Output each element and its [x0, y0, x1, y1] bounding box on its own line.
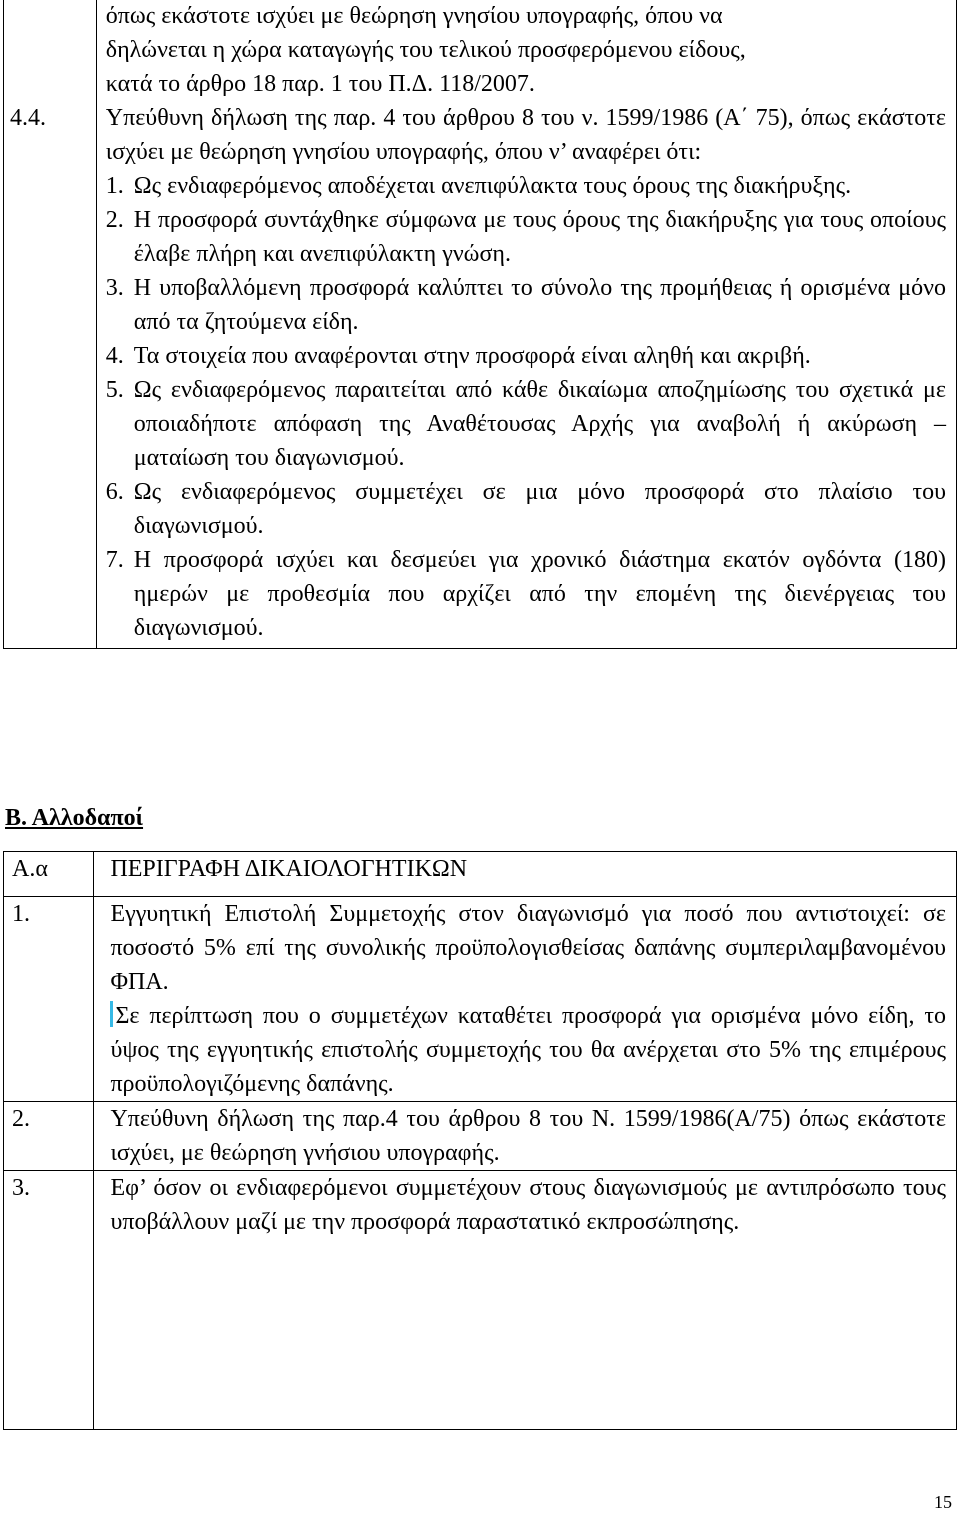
- continuation-line: όπως εκάστοτε ισχύει με θεώρηση γνησίου υπογραφής, όπου να: [105, 3, 723, 29]
- list-item-number: 6.: [105, 479, 124, 505]
- continuation-line: κατά το άρθρο 18 παρ. 1 του Π.Δ. 118/2007.: [105, 71, 535, 97]
- text-cursor-highlight: [110, 1001, 113, 1027]
- row-number: 3.: [4, 1171, 94, 1430]
- list-item: [106, 475, 946, 543]
- section-heading: Β. Αλλοδαποί: [5, 805, 144, 831]
- column-header-description: ΠΕΡΙΓΡΑΦΗ ΔΙΚΑΙΟΛΟΓΗΤΙΚΩΝ: [94, 852, 957, 897]
- row-description: Εφ’ όσον οι ενδιαφερόμενοι συμμετέχουν στους διαγωνισμούς με αντιπρόσωπο τους υποβάλλουν μαζί με την προσφορά παραστατικό εκπροσώπησης.: [94, 1171, 957, 1430]
- list-item-text: Η προσφορά συντάχθηκε σύμφωνα με τους όρους της διακήρυξης για τους οποίους έλαβε πλήρη και ανεπιφύλακτη γνώση.: [133, 207, 946, 267]
- list-item-text: Τα στοιχεία που αναφέρονται στην προσφορά είναι αληθή και ακριβή.: [133, 343, 811, 369]
- list-item: [106, 543, 946, 648]
- list-item-number: 7.: [105, 547, 124, 573]
- number-cell: [4, 0, 97, 649]
- item-number: 4.4.: [10, 105, 46, 131]
- row-description: Υπεύθυνη δήλωση της παρ.4 του άρθρου 8 του Ν. 1599/1986(Α/75) όπως εκάστοτε ισχύει, με θεώρηση γνήσιου υπογραφής.: [94, 1102, 957, 1171]
- list-item: [106, 169, 946, 203]
- foreign-documents-table: [3, 851, 957, 1430]
- table-row: [4, 0, 957, 649]
- list-item-number: 2.: [105, 207, 124, 233]
- requirements-table-continued: [3, 0, 957, 649]
- item-text: Υπεύθυνη δήλωση της παρ. 4 του άρθρου 8 του ν. 1599/1986 (Α΄ 75), όπως εκάστοτε ισχύει με θεώρηση γνησίου υπογραφής, όπου ν’ αναφέρει ότι:: [105, 105, 946, 165]
- table-row: [4, 1171, 957, 1430]
- column-header-number: Α.α: [4, 852, 94, 897]
- list-item-number: 1.: [105, 173, 124, 199]
- list-item-number: 5.: [105, 377, 124, 403]
- list-item-text: Ως ενδιαφερόμενος αποδέχεται ανεπιφύλακτα τους όρους της διακήρυξης.: [133, 173, 852, 199]
- row-description: [94, 897, 957, 1102]
- row-text: Εγγυητική Επιστολή Συμμετοχής στον διαγωνισμό για ποσό που αντιστοιχεί: σε ποσοστό 5% επί της συνολικής προϋπολογισθείσας δαπάνης συμπεριλαμβανομένου ΦΠΑ.: [110, 901, 946, 995]
- row-number: 1.: [4, 897, 94, 1102]
- list-item-number: 3.: [105, 275, 124, 301]
- table-row: [4, 897, 957, 1102]
- list-item: [106, 339, 946, 373]
- row-text-second: Σε περίπτωση που ο συμμετέχων καταθέτει προσφορά για ορισμένα μόνο είδη, το ύψος της εγγυητικής επιστολής συμμετοχής του θα ανέρχεται στο 5% της επιμέρους προϋπολογιζόμενης δαπάνης.: [110, 1003, 946, 1097]
- list-item-number: 4.: [105, 343, 124, 369]
- list-item: [106, 373, 946, 475]
- list-item-text: Ως ενδιαφερόμενος συμμετέχει σε μια μόνο προσφορά στο πλαίσιο του διαγωνισμού.: [133, 479, 946, 539]
- description-cell: [96, 0, 956, 649]
- list-item-text: Η προσφορά ισχύει και δεσμεύει για χρονικό διάστημα εκατόν ογδόντα (180) ημερών με προθεσμία που αρχίζει από την επομένη της διενέργειας του διαγωνισμού.: [133, 547, 946, 641]
- list-item: [106, 271, 946, 339]
- row-number: 2.: [4, 1102, 94, 1171]
- list-item: [106, 203, 946, 271]
- sub-item-list: [106, 169, 946, 648]
- list-item-text: Ως ενδιαφερόμενος παραιτείται από κάθε δικαίωμα αποζημίωσης του σχετικά με οποιαδήποτε απόφαση της Αναθέτουσας Αρχής για αναβολή ή ακύρωση – ματαίωση του διαγωνισμού.: [133, 377, 946, 471]
- row-text-continued: [110, 999, 946, 1101]
- table-row: [4, 1102, 957, 1171]
- table-header-row: [4, 852, 957, 897]
- continuation-line: δηλώνεται η χώρα καταγωγής του τελικού προσφερόμενου είδους,: [105, 37, 746, 63]
- list-item-text: Η υποβαλλόμενη προσφορά καλύπτει το σύνολο της προμήθειας ή ορισμένα μόνο από τα ζητούμενα είδη.: [133, 275, 946, 335]
- page-number: 15: [934, 1492, 952, 1512]
